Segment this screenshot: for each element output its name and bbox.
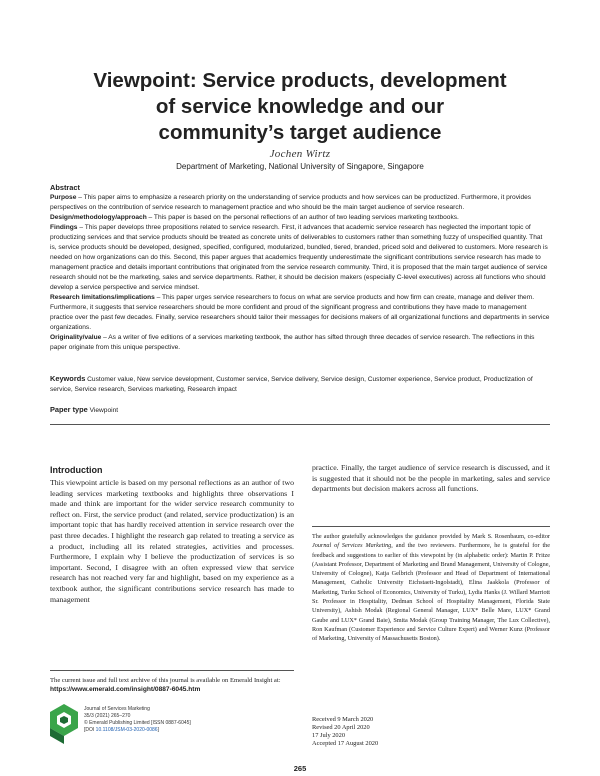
abstract-limitations: [50, 293, 550, 333]
title-line: community’s target audience: [158, 121, 442, 144]
keywords-text: Customer value, New service development, Customer service, Service delivery, Service design, Customer experience, Service product, Productization of service, Service research, Services marketing, Research impact: [50, 376, 533, 393]
ack-text: , and the two reviewers. Furthermore, he is grateful for the feedback and suggestions to earlier of this viewpoint by (in alphabetic order): Martin P. Fritze (Assistant Professor, Department of Marketing and Brand Management, University of Cologne, University of Cologne), Katja Gelbrich (Professor and Head of Department of International Management, Catholic University Eichstaett-Ingolstadt), Elina Jaakkola (Professor of Marketing, Turku School of Economics, University of Turku), Lydia Hanks (J. Willard Marriott Sr. Professor in Hospitality, Dedman School of Hospitality Management, Florida State University), Ashish Modak (Regional General Manager, LUX* Belle Mare, LUX* Grand Gaube and LUX* Grand Baie), Smita Modak (Group Training Manager, The Lux Collective), Ron Kaufman (Customer Experience and Service Culture Expert) and Werner Kunz (Professor of Marketing, University of Massachusetts Boston).: [312, 542, 551, 643]
body-column-left: [50, 478, 294, 605]
archive-note: [50, 676, 294, 694]
paper-type-label: Paper type: [50, 405, 88, 414]
body-column-right: [312, 463, 550, 495]
date-revised: Revised 20 April 2020: [312, 724, 370, 731]
article-dates: [312, 716, 378, 748]
date-received: Received 9 March 2020: [312, 716, 374, 723]
abstract-label: Research limitations/implications: [50, 294, 155, 301]
body-paragraph: practice. Finally, the target audience of service research is discussed, and it is suggested that it should not be the people in marketing, sales and service departments but decision makers across all functions.: [312, 463, 550, 494]
ack-journal: Journal of Services Marketing: [312, 542, 392, 550]
abstract-text: – This paper develops three propositions related to service research. First, it advances that academic service research has neglected the important topic of productizing services and that service products should be treated as concrete units of deliverables to customers rather than something fuzzy of unspecified quantity. That is, service products should be developed, designed, specified, configured, modularized, bundled, tiered, branded, priced sold and delivered to customers. More research is needed on how organizations can do this. Second, this paper argues that academics frequently underestimate the significant contributions service research has made to management practice and details important contributions that originated from the service research community. Third, it is proposed that the main target audience of service research should not be the marketing, sales and service departments. Rather, it should be decision makers (especially C-level executives) across all functions who should develop a service perspective and service mindset.: [50, 224, 548, 291]
abstract-label: Design/methodology/approach: [50, 214, 147, 221]
journal-info: [84, 706, 294, 734]
abstract-label: Findings: [50, 224, 78, 231]
body-paragraph: This viewpoint article is based on my personal reflections as an author of two leading services marketing textbooks and highlights three observations I made and think are important for the wider service research community to reflect on. First, the service product (and related, service productization) is an important topic that has hardly received attention in service research over the past three decades. I highlight the research gap related to treating a service as a product, including all its related strategies, activities and processes. Furthermore, I explain why I believe the productization of services is so important. Second, I disagree with an often expressed view that service research has not reached very far and highlight, based on my experience as a textbook author, the significant contributions service research has made to management: [50, 478, 294, 604]
abstract-text: – As a writer of five editions of a services marketing textbook, the author has sifted through three decades of service research. The reflections in this paper originate from this unique perspective.: [50, 334, 535, 351]
journal-name: Journal of Services Marketing: [84, 706, 150, 712]
footnote-divider: [50, 670, 294, 671]
abstract-text: – This paper urges service researchers to focus on what are service products and how firm can create, manage and deliver them. Furthermore, it suggests that service researchers should be more confident and proud of the significant progress and contributions they have made to management practice over the past few decades. Finally, service researchers should tailor their messages for decisions makers of all organizational functions and departments in service organizations.: [50, 294, 550, 331]
emerald-logo-icon: [50, 704, 78, 744]
paper-type: [50, 405, 118, 414]
title-line: of service knowledge and our: [155, 95, 445, 118]
abstract-design: [50, 213, 550, 223]
ack-text: The author gratefully acknowledges the guidance provided by Mark S. Rosenbaum, co-editor: [312, 533, 550, 540]
section-divider: [50, 424, 550, 425]
abstract-label: Purpose: [50, 194, 77, 201]
doi-link[interactable]: 10.1108/JSM-03-2020-0086: [95, 727, 158, 733]
article-title: [60, 68, 540, 146]
journal-doi: [84, 727, 294, 734]
abstract-text: – This paper aims to emphasize a research priority on the understanding of service products and how services can be productized. Furthermore, it provides perspectives on the contribution of service research to management practice and who should be the main target audience of service research.: [50, 194, 532, 211]
abstract: [50, 183, 550, 353]
abstract-label: Originality/value: [50, 334, 102, 341]
journal-publisher: © Emerald Publishing Limited [ISSN 0887-6045]: [84, 720, 191, 726]
journal-volume: 35/3 (2021) 265–270: [84, 713, 131, 719]
abstract-heading: Abstract: [50, 183, 80, 192]
abstract-findings: [50, 223, 550, 293]
author-name: Jochen Wirtz: [269, 148, 331, 160]
keywords: [50, 374, 550, 395]
date-revised-2: 17 July 2020: [312, 732, 346, 739]
abstract-text: – This paper is based on the personal reflections of an author of two leading services marketing textbooks.: [146, 214, 459, 221]
abstract-purpose: [50, 193, 550, 213]
date-accepted: Accepted 17 August 2020: [312, 740, 379, 747]
keywords-label: Keywords: [50, 374, 86, 383]
archive-link[interactable]: https://www.emerald.com/insight/0887-6045.htm: [50, 686, 201, 693]
doi-close: ]: [157, 727, 159, 733]
acknowledgement-divider: [312, 526, 550, 527]
doi-label: [DOI: [84, 727, 96, 733]
abstract-originality: [50, 333, 550, 353]
title-line: Viewpoint: Service products, development: [93, 69, 507, 92]
acknowledgement: [312, 532, 550, 644]
page-number: 265: [293, 764, 307, 773]
author-affiliation: Department of Marketing, National University of Singapore, Singapore: [176, 162, 424, 171]
archive-text: The current issue and full text archive of this journal is available on Emerald Insight at:: [50, 677, 281, 684]
paper-type-value: Viewpoint: [87, 407, 119, 414]
introduction-heading: Introduction: [50, 465, 103, 475]
